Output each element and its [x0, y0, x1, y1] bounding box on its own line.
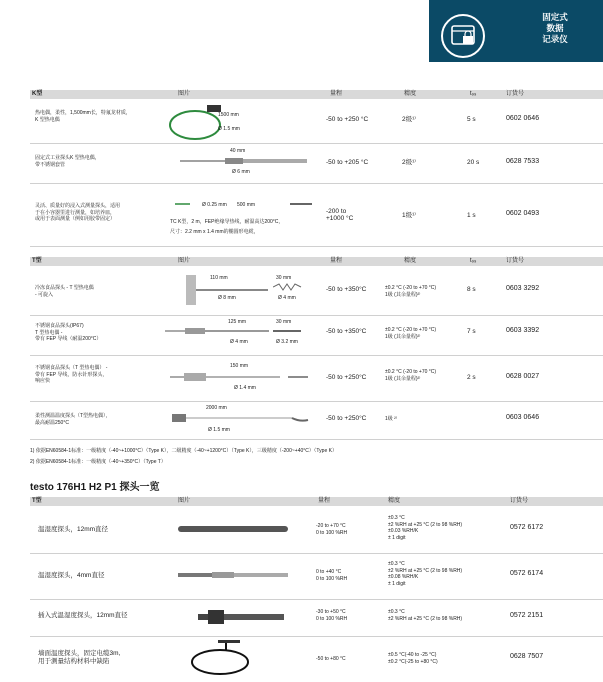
badge-title: 固定式 数据 记录仪	[542, 12, 568, 44]
t-table-row: 不锈钢食品探头（T 型热电偶） - 带有 FEP 导线，防水针形探头， 响应快 150 mm Ø 1.4 mm -50 to +250°C ±0.2 °C (-20 to +70 °C) 1级 (其余量程)²⁾ 2 s 0628 0027	[30, 355, 603, 402]
data-logger-lock-icon	[441, 14, 485, 58]
waterproof-needle-probe-image	[170, 371, 310, 383]
t-table-header: T型 图片 量程 精度 t₉₉ 订货号	[30, 257, 603, 266]
h2-table-header: T型 图片 量程 精度 订货号	[30, 497, 603, 506]
k-table-row: 灵活、质量好的浸入式测量探头，适用 于在小容器里进行测量，如培养皿， 或用于表面测量（例如用胶带固定） Ø 0.25 mm 500 mm TC K型，2 m，FEP绝缘导热线，耐温高达200°C， 尺寸：2.2 mm x 1.4 mm的椭圆形电缆， -200 to +1000 °C 1级¹⁾ 1 s 0602 0493	[30, 183, 603, 247]
footnote: 2) 依据EN60584-1标准：一级精度（-40~+350°C）（Type T）	[30, 459, 166, 465]
h2-table-row: 温湿度探头，12mm直径 -20 to +70 °C 0 to 100 %RH ±0.3 °C ±2 %RH at +25 °C (2 to 98 %RH) ±0.03 %RH/K ± 1 digit 0572 6172	[30, 507, 603, 554]
wall-temperature-probe-image	[178, 640, 278, 680]
k-table-row: 固定式工业探头K 型热电偶， 带不锈钢套管 40 mm Ø 6 mm -50 to +205 °C 2级¹⁾ 20 s 0628 7533	[30, 143, 603, 184]
screw-tip-image	[273, 283, 303, 291]
row-description: 热电偶，柔性，1,500mm长，特氟龙材质， K 型热电偶	[35, 110, 131, 123]
humidity-probe-4mm-image	[178, 570, 298, 580]
flexible-probe-image	[170, 411, 310, 425]
humidity-probe-12mm-image	[178, 524, 298, 534]
needle-tip-image	[273, 327, 303, 335]
t-table-row: 冷冻食品探头 - T 型热电偶 - 可旋入 110 mm Ø 8 mm 30 mm Ø 4 mm ±0.2 °C (-20 to +70 °C) 1级 (其余量程)²⁾ -50 to +350°C 8 s 0603 3292	[30, 267, 603, 316]
h2-table-row: 温湿度探头，4mm直径 0 to +40 °C 0 to 100 %RH ±0.3 °C ±2 %RH at +25 °C (2 to 98 %RH) ±0.08 %RH/K ± 1 digit 0572 6174	[30, 553, 603, 600]
thermocouple-coil-image	[165, 103, 245, 141]
t-table-row: 不锈钢食品探头(IP67) T 型热电偶 - 带有 FEP 导线（耐温200°C） 125 mm Ø 4 mm 30 mm Ø 3.2 mm -50 to +350°C ±0.2 °C (-20 to +70 °C) 1级 (其余量程)²⁾ 7 s 0603 3392	[30, 315, 603, 356]
h2-table-row: 墙面温度探头，固定电缆3m, 用于测量结构材料中缺陷 -50 to +80 °C ±0.5 °C(-40 to -25 °C) ±0.2 °C(-25 to +80 °C) 0628 7507	[30, 636, 603, 680]
k-table-header: K型 图片 量程 精度 t₉₉ 订货号	[30, 90, 603, 99]
industrial-probe-image	[180, 156, 310, 166]
insertion-humidity-probe-image	[198, 606, 288, 628]
section-title: testo 176H1 H2 P1 探头一览	[30, 482, 160, 493]
stainless-probe-image	[165, 327, 270, 335]
h2-table-row: 插入式温湿度探头，12mm直径 -30 to +50 °C 0 to 100 %RH ±0.3 °C ±2 %RH at +25 °C (2 to 98 %RH) 0572 2151	[30, 599, 603, 637]
t-table-row: 柔性测温温度探头（T型热电偶）， 最高耐温250°C 2000 mm Ø 1.5 mm -50 to +250°C 1级 ²⁾ 0603 0646	[30, 401, 603, 440]
footnote: 1) 依据EN60584-1标准：一级精度（-40~+1000°C）（Type K），二级精度（-40~+1200°C）（Type K），三级精度（-200~+40°C）（Type K）	[30, 448, 337, 454]
k-table-row: 热电偶，柔性，1,500mm长，特氟龙材质， K 型热电偶 1500 mm Ø 1.5 mm -50 to +250 °C 2级¹⁾ 5 s 0602 0646	[30, 100, 603, 144]
